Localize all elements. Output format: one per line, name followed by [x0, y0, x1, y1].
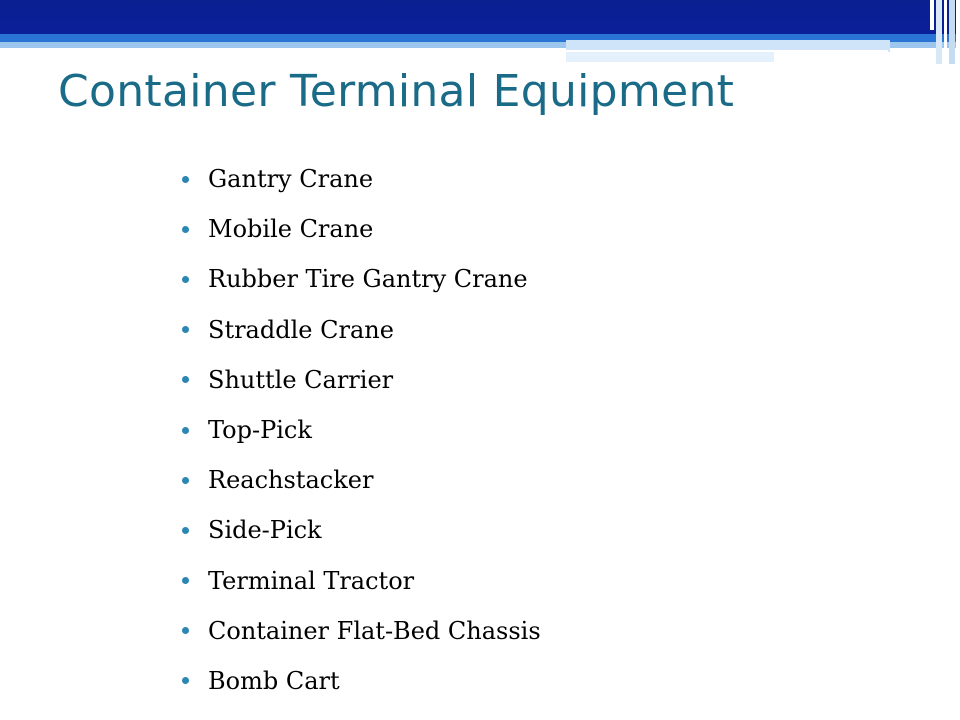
header-vertical-stripe	[944, 0, 947, 64]
header-vertical-stripe	[930, 0, 934, 30]
bullet-marker-icon	[182, 176, 189, 183]
bullet-text: Shuttle Carrier	[208, 365, 394, 394]
bullet-item	[182, 505, 541, 555]
bullet-item	[182, 455, 541, 505]
bullet-text: Terminal Tractor	[208, 566, 415, 595]
bullet-text: Rubber Tire Gantry Crane	[208, 265, 528, 294]
bullet-text: Straddle Crane	[208, 315, 394, 344]
bullet-marker-icon	[182, 427, 189, 434]
header-vertical-stripe	[949, 0, 955, 64]
bullet-marker-icon	[182, 376, 189, 383]
bullet-item	[182, 405, 541, 455]
bullet-list	[182, 154, 541, 706]
bullet-item	[182, 204, 541, 254]
bullet-item	[182, 254, 541, 304]
bullet-text: Side-Pick	[208, 516, 322, 545]
bullet-text: Mobile Crane	[208, 215, 374, 244]
bullet-text: Gantry Crane	[208, 165, 374, 194]
bullet-text: Bomb Cart	[208, 666, 340, 695]
bullet-item	[182, 656, 541, 706]
bullet-marker-icon	[182, 226, 189, 233]
bullet-text: Reachstacker	[208, 466, 374, 495]
header-vertical-stripe	[956, 0, 960, 64]
bullet-item	[182, 606, 541, 656]
bullet-marker-icon	[182, 577, 189, 584]
header-band-dark	[0, 0, 960, 34]
bullet-marker-icon	[182, 326, 189, 333]
bullet-item	[182, 355, 541, 405]
header-accent-strip-lower	[566, 52, 774, 62]
bullet-item	[182, 556, 541, 606]
header-vertical-stripe	[936, 0, 942, 64]
bullet-item	[182, 305, 541, 355]
slide-title: Container Terminal Equipment	[58, 66, 735, 117]
bullet-text: Top-Pick	[208, 416, 312, 445]
bullet-marker-icon	[182, 276, 189, 283]
bullet-marker-icon	[182, 477, 189, 484]
bullet-marker-icon	[182, 627, 189, 634]
bullet-text: Container Flat-Bed Chassis	[208, 616, 541, 645]
bullet-marker-icon	[182, 677, 189, 684]
bullet-item	[182, 154, 541, 204]
bullet-marker-icon	[182, 527, 189, 534]
